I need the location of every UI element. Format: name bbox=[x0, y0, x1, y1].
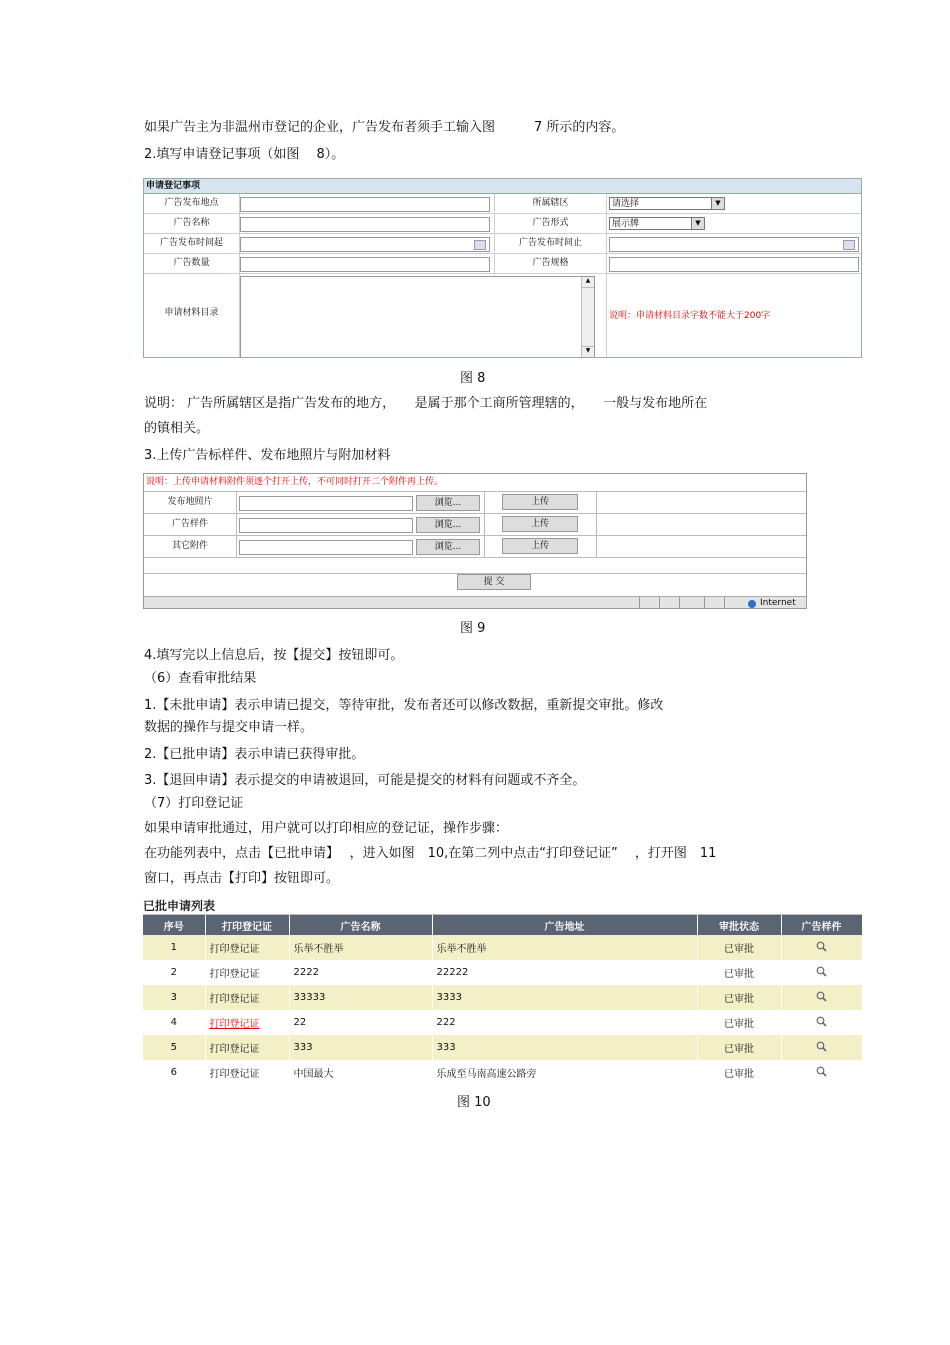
form-value: 展示牌 bbox=[612, 219, 640, 229]
form-select[interactable] bbox=[609, 217, 705, 230]
ad-address: 333 bbox=[432, 1035, 697, 1060]
start-date-input[interactable] bbox=[240, 237, 490, 252]
paragraph: 窗口，再点击【打印】按钮即可。 bbox=[144, 871, 340, 886]
upload-button[interactable]: 上传 bbox=[502, 538, 578, 554]
calendar-icon[interactable] bbox=[843, 240, 855, 250]
paragraph: （7）打印登记证 bbox=[144, 796, 244, 811]
print-link[interactable]: 打印登记证 bbox=[205, 985, 289, 1010]
row-number: 2 bbox=[143, 960, 205, 985]
location-input[interactable] bbox=[240, 197, 490, 212]
table-row bbox=[143, 960, 862, 985]
magnifier-icon[interactable] bbox=[816, 1066, 827, 1077]
paragraph: 1.【未批申请】表示申请已提交，等待审批，发布者还可以修改数据，重新提交审批。修改 bbox=[144, 698, 664, 713]
scroll-up-icon[interactable]: ▲ bbox=[582, 277, 594, 288]
ad-address: 乐举不胜举 bbox=[432, 935, 697, 960]
scroll-down-icon[interactable]: ▼ bbox=[582, 346, 594, 357]
row-number: 6 bbox=[143, 1060, 205, 1078]
paragraph: （6）查看审批结果 bbox=[144, 671, 257, 686]
label-materials: 申请材料目录 bbox=[164, 308, 219, 318]
magnifier-icon[interactable] bbox=[816, 991, 827, 1002]
label-count: 广告数量 bbox=[173, 258, 210, 268]
status-bar bbox=[144, 596, 806, 609]
approved-table bbox=[143, 915, 862, 1078]
submit-button[interactable]: 提 交 bbox=[457, 574, 531, 590]
row-number: 5 bbox=[143, 1035, 205, 1060]
column-header: 审批状态 bbox=[697, 915, 781, 935]
ad-address: 3333 bbox=[432, 985, 697, 1010]
browse-button[interactable]: 浏览... bbox=[416, 495, 480, 511]
paragraph: 如果申请审批通过，用户就可以打印相应的登记证，操作步骤： bbox=[144, 821, 509, 836]
sample-file-input[interactable] bbox=[239, 518, 413, 533]
ad-address: 22222 bbox=[432, 960, 697, 985]
table-row bbox=[143, 935, 862, 960]
figure-8-form bbox=[143, 178, 862, 358]
print-link[interactable]: 打印登记证 bbox=[205, 960, 289, 985]
chevron-down-icon: ▼ bbox=[711, 198, 724, 209]
column-header: 广告样件 bbox=[781, 915, 862, 935]
calendar-icon[interactable] bbox=[474, 240, 486, 250]
label-end: 广告发布时间止 bbox=[518, 238, 582, 248]
label-photo: 发布地照片 bbox=[167, 497, 213, 507]
browse-button[interactable]: 浏览... bbox=[416, 517, 480, 533]
print-link[interactable]: 打印登记证 bbox=[205, 935, 289, 960]
status: 已审批 bbox=[697, 935, 781, 960]
label-start: 广告发布时间起 bbox=[159, 238, 223, 248]
table-row bbox=[143, 1035, 862, 1060]
materials-textarea[interactable] bbox=[240, 276, 595, 358]
paragraph: 在功能列表中，点击【已批申请】 ，进入如图 10,在第二列中点击“打印登记证” ，打开图 11 bbox=[144, 846, 717, 861]
district-select[interactable] bbox=[609, 197, 725, 210]
label-name: 广告名称 bbox=[173, 218, 210, 228]
magnifier-icon[interactable] bbox=[816, 941, 827, 952]
form-header: 申请登记事项 bbox=[144, 179, 861, 194]
upload-note: 说明：上传申请材料附件须逐个打开上传，不可同时打开二个附件再上传。 bbox=[144, 474, 806, 492]
scrollbar[interactable] bbox=[581, 277, 594, 357]
district-value: 请选择 bbox=[612, 199, 640, 209]
figure-caption: 图 8 bbox=[460, 371, 486, 386]
paragraph: 3.上传广告标样件、发布地照片与附加材料 bbox=[144, 448, 391, 463]
status: 已审批 bbox=[697, 1035, 781, 1060]
magnifier-icon[interactable] bbox=[816, 1016, 827, 1027]
browse-button[interactable]: 浏览... bbox=[416, 539, 480, 555]
paragraph: 数据的操作与提交申请一样。 bbox=[144, 720, 314, 735]
status: 已审批 bbox=[697, 960, 781, 985]
row-number: 3 bbox=[143, 985, 205, 1010]
magnifier-icon[interactable] bbox=[816, 1041, 827, 1052]
table-row bbox=[143, 1010, 862, 1035]
table-row bbox=[143, 1060, 862, 1078]
status: 已审批 bbox=[697, 985, 781, 1010]
spec-input[interactable] bbox=[609, 257, 859, 272]
column-header: 广告地址 bbox=[432, 915, 697, 935]
upload-button[interactable]: 上传 bbox=[502, 494, 578, 510]
print-link[interactable]: 打印登记证 bbox=[205, 1060, 289, 1078]
paragraph: 3.【退回申请】表示提交的申请被退回，可能是提交的材料有问题或不齐全。 bbox=[144, 773, 586, 788]
ad-name: 22 bbox=[289, 1010, 432, 1035]
label-district: 所属辖区 bbox=[532, 198, 569, 208]
ad-address: 乐成至马南高速公路旁 bbox=[432, 1060, 697, 1078]
end-date-input[interactable] bbox=[609, 237, 859, 252]
paragraph: 2.填写申请登记事项（如图 8）。 bbox=[144, 147, 345, 162]
label-form: 广告形式 bbox=[532, 218, 569, 228]
magnifier-icon[interactable] bbox=[816, 966, 827, 977]
photo-file-input[interactable] bbox=[239, 496, 413, 511]
ad-name: 中国最大 bbox=[289, 1060, 432, 1078]
ad-name: 2222 bbox=[289, 960, 432, 985]
name-input[interactable] bbox=[240, 217, 490, 232]
ad-name: 333 bbox=[289, 1035, 432, 1060]
paragraph: 的镇相关。 bbox=[144, 421, 210, 436]
ad-name: 乐举不胜举 bbox=[289, 935, 432, 960]
row-number: 4 bbox=[143, 1010, 205, 1035]
count-input[interactable] bbox=[240, 257, 490, 272]
status: 已审批 bbox=[697, 1060, 781, 1078]
label-location: 广告发布地点 bbox=[164, 198, 219, 208]
column-header: 广告名称 bbox=[289, 915, 432, 935]
figure-9-upload bbox=[143, 473, 807, 609]
figure-caption: 图 10 bbox=[457, 1095, 491, 1110]
globe-icon bbox=[748, 600, 756, 608]
figure-caption: 图 9 bbox=[460, 621, 486, 636]
materials-note: 说明：申请材料目录字数不能大于200字 bbox=[609, 311, 771, 321]
print-link[interactable]: 打印登记证 bbox=[209, 1019, 260, 1030]
list-title: 已批申请列表 bbox=[143, 898, 862, 915]
upload-button[interactable]: 上传 bbox=[502, 516, 578, 532]
paragraph: 如果广告主为非温州市登记的企业，广告发布者须手工输入图 7 所示的内容。 bbox=[144, 120, 625, 135]
paragraph: 2.【已批申请】表示申请已获得审批。 bbox=[144, 747, 365, 762]
column-header: 打印登记证 bbox=[205, 915, 289, 935]
chevron-down-icon: ▼ bbox=[691, 218, 704, 229]
ad-name: 33333 bbox=[289, 985, 432, 1010]
ad-address: 222 bbox=[432, 1010, 697, 1035]
label-spec: 广告规格 bbox=[532, 258, 569, 268]
print-link[interactable]: 打印登记证 bbox=[205, 1035, 289, 1060]
row-number: 1 bbox=[143, 935, 205, 960]
paragraph: 说明： 广告所属辖区是指广告发布的地方， 是属于那个工商所管理辖的， 一般与发布地所在 bbox=[144, 396, 708, 411]
zone-label: Internet bbox=[760, 598, 796, 608]
other-file-input[interactable] bbox=[239, 540, 413, 555]
column-header: 序号 bbox=[143, 915, 205, 935]
status: 已审批 bbox=[697, 1010, 781, 1035]
figure-10-approved-list bbox=[143, 898, 862, 1078]
paragraph: 4.填写完以上信息后，按【提交】按钮即可。 bbox=[144, 648, 404, 663]
table-row bbox=[143, 985, 862, 1010]
label-other: 其它附件 bbox=[171, 541, 208, 551]
label-sample: 广告样件 bbox=[171, 519, 208, 529]
